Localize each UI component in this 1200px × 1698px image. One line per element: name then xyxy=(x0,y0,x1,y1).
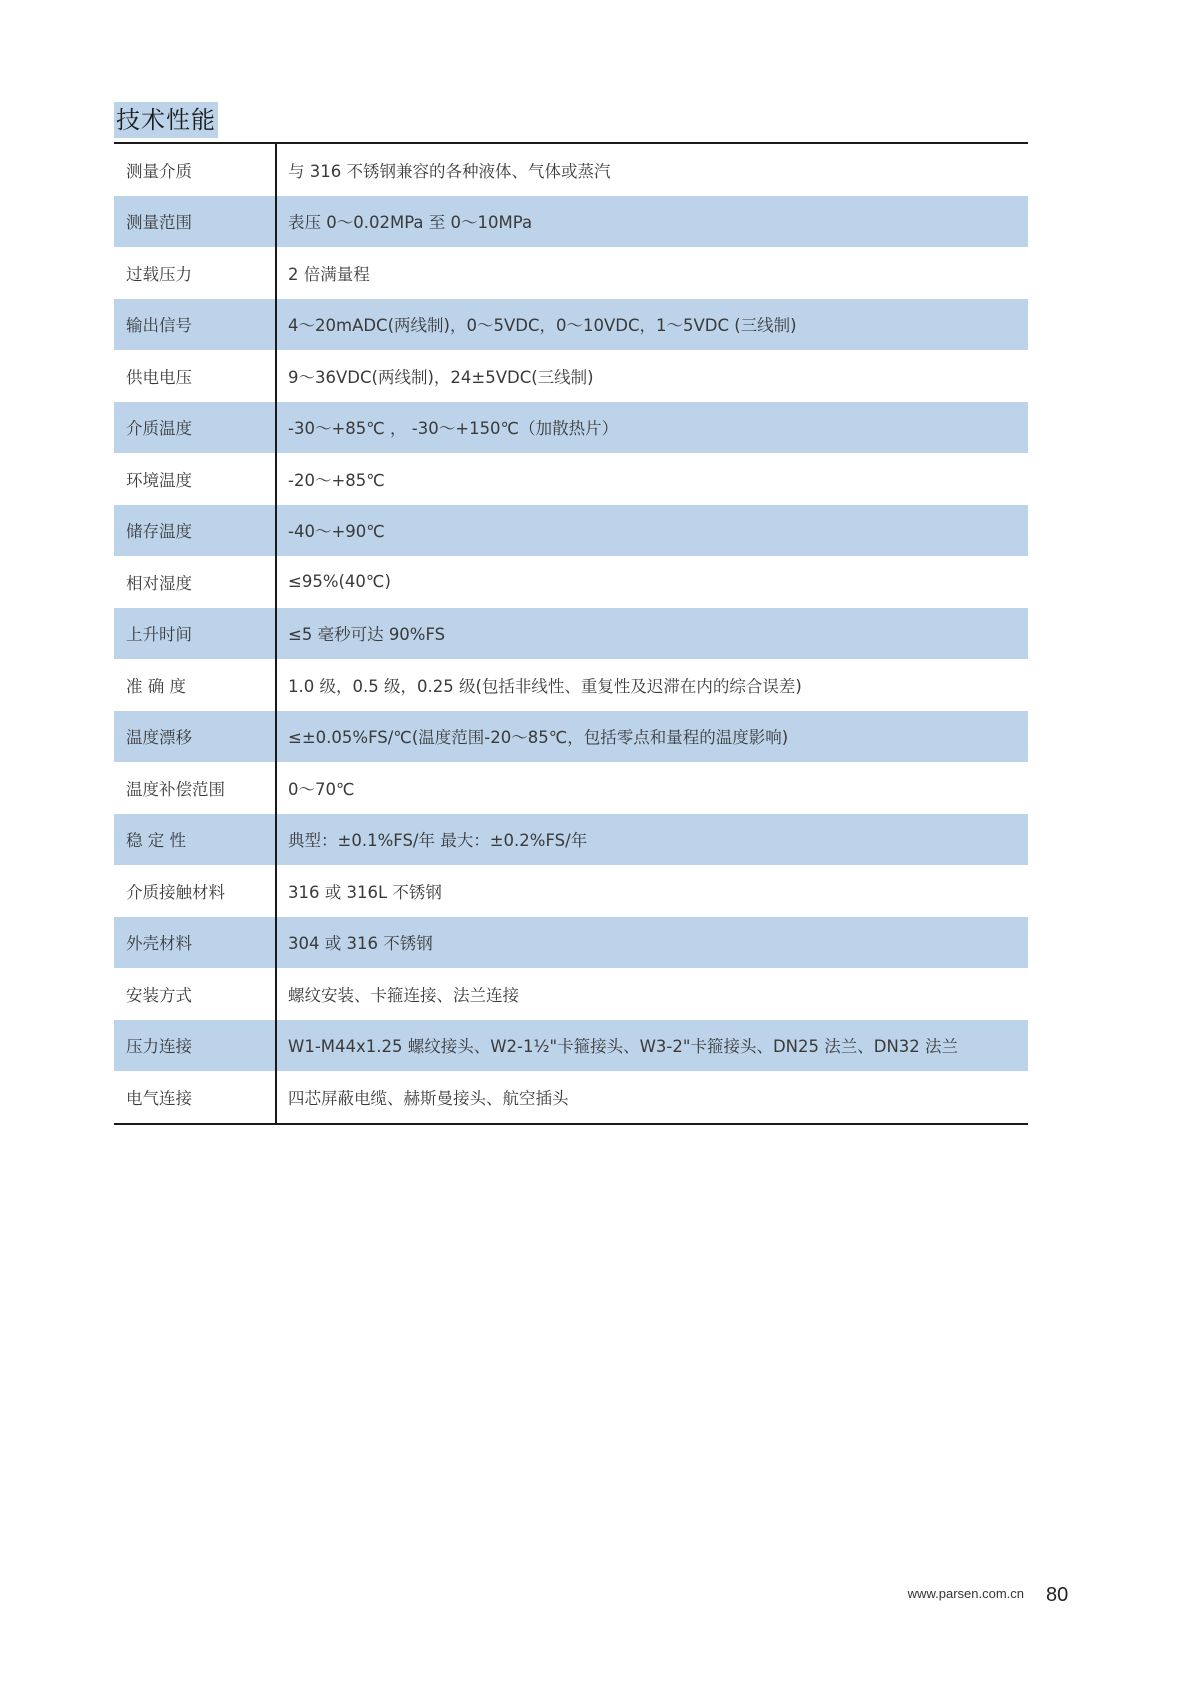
spec-value: 典型：±0.1%FS/年 最大：±0.2%FS/年 xyxy=(276,814,1028,866)
footer-url: www.parsen.com.cn xyxy=(907,1586,1024,1601)
spec-label: 电气连接 xyxy=(114,1071,276,1124)
spec-row xyxy=(114,865,1028,917)
spec-label: 过载压力 xyxy=(114,247,276,299)
spec-value: -40～+90℃ xyxy=(276,505,1028,557)
section-title-highlight xyxy=(114,102,218,138)
spec-value: 304 或 316 不锈钢 xyxy=(276,917,1028,969)
spec-label: 外壳材料 xyxy=(114,917,276,969)
spec-value: -30～+85℃ ， -30～+150℃（加散热片） xyxy=(276,402,1028,454)
spec-value: 2 倍满量程 xyxy=(288,264,370,284)
spec-label: 介质接触材料 xyxy=(114,865,276,917)
spec-label: 安装方式 xyxy=(114,968,276,1020)
spec-row xyxy=(114,505,1028,557)
spec-value: 螺纹安装、卡箍连接、法兰连接 xyxy=(288,985,519,1005)
spec-row xyxy=(114,1020,1028,1072)
spec-row xyxy=(114,711,1028,763)
spec-value: 四芯屏蔽电缆、赫斯曼接头、航空插头 xyxy=(288,1088,569,1108)
spec-row xyxy=(114,143,1028,196)
spec-row xyxy=(114,299,1028,351)
spec-label: 压力连接 xyxy=(114,1020,276,1072)
spec-value: 4～20mADC(两线制)，0～5VDC，0～10VDC，1～5VDC (三线制) xyxy=(276,299,1028,351)
spec-row xyxy=(114,196,1028,248)
spec-label: 测量范围 xyxy=(114,196,276,248)
spec-label: 介质温度 xyxy=(114,402,276,454)
spec-label: 环境温度 xyxy=(114,453,276,505)
spec-row xyxy=(114,453,1028,505)
spec-label: 相对湿度 xyxy=(114,556,276,608)
spec-label: 上升时间 xyxy=(114,608,276,660)
spec-row xyxy=(114,247,1028,299)
spec-value: ≤±0.05%FS/℃(温度范围-20～85℃，包括零点和量程的温度影响) xyxy=(276,711,1028,763)
spec-row xyxy=(114,402,1028,454)
spec-row xyxy=(114,350,1028,402)
spec-label: 稳 定 性 xyxy=(114,814,276,866)
spec-value: 与 316 不锈钢兼容的各种液体、气体或蒸汽 xyxy=(288,161,611,181)
spec-label: 储存温度 xyxy=(114,505,276,557)
spec-value: 表压 0～0.02MPa 至 0～10MPa xyxy=(276,196,1028,248)
spec-label: 供电电压 xyxy=(114,350,276,402)
spec-table xyxy=(114,142,1028,1125)
spec-label: 温度补偿范围 xyxy=(114,762,276,814)
spec-value: 9～36VDC(两线制)，24±5VDC(三线制) xyxy=(288,367,594,387)
page-number: 80 xyxy=(1046,1584,1069,1606)
spec-row xyxy=(114,659,1028,711)
spec-row xyxy=(114,1071,1028,1124)
spec-row xyxy=(114,917,1028,969)
spec-row xyxy=(114,608,1028,660)
spec-label: 输出信号 xyxy=(114,299,276,351)
spec-value: 0～70℃ xyxy=(288,779,355,799)
spec-row xyxy=(114,968,1028,1020)
spec-row xyxy=(114,814,1028,866)
spec-value: -20～+85℃ xyxy=(288,470,385,490)
spec-value: 316 或 316L 不锈钢 xyxy=(288,882,442,902)
spec-row xyxy=(114,556,1028,608)
spec-label: 测量介质 xyxy=(114,143,276,196)
section-title: 技术性能 xyxy=(116,106,216,134)
spec-value: 1.0 级，0.5 级，0.25 级(包括非线性、重复性及迟滞在内的综合误差) xyxy=(288,676,802,696)
spec-label: 温度漂移 xyxy=(114,711,276,763)
spec-value: ≤95%(40℃) xyxy=(288,572,391,592)
spec-value: ≤5 毫秒可达 90%FS xyxy=(276,608,1028,660)
spec-value: W1-M44x1.25 螺纹接头、W2-1½"卡箍接头、W3-2"卡箍接头、DN25 法兰、DN32 法兰 xyxy=(276,1020,1028,1072)
spec-label: 准 确 度 xyxy=(114,659,276,711)
spec-row xyxy=(114,762,1028,814)
